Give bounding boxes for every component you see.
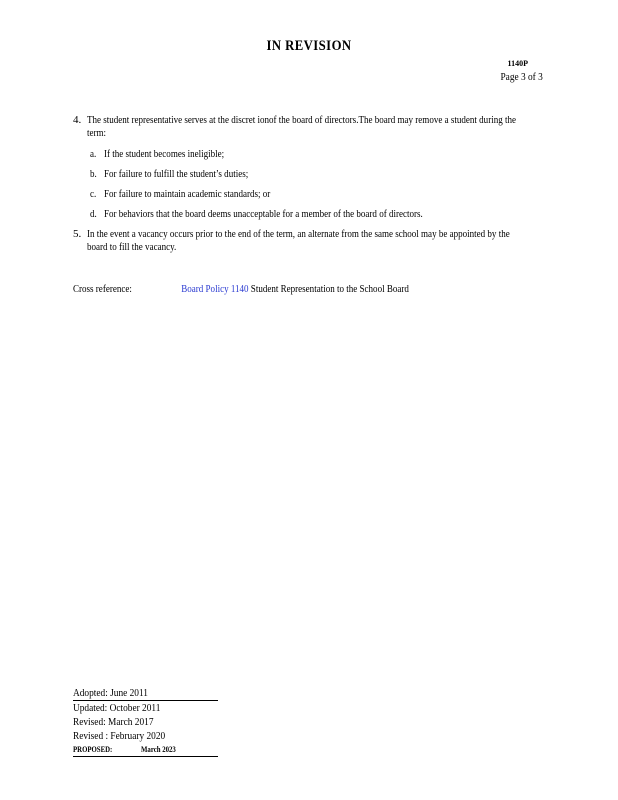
proposed-date: March 2023 bbox=[141, 745, 176, 754]
page-number: Page 3 of 3 bbox=[500, 71, 543, 83]
list-item-number: 4. bbox=[73, 114, 82, 126]
list-item-text: The student representative serves at the discret ionof the board of directors.The board may remove a student during the term: bbox=[86, 114, 517, 139]
sub-item-text: If the student becomes ineligible; bbox=[103, 148, 225, 160]
sub-item-a bbox=[90, 148, 224, 161]
sub-item-letter: b. bbox=[90, 168, 97, 180]
proposed-label: PROPOSED: bbox=[73, 745, 113, 754]
sub-item-text: For failure to maintain academic standards; or bbox=[103, 188, 271, 200]
sub-item-letter: d. bbox=[90, 208, 97, 220]
cross-reference-title: Student Representation to the School Board bbox=[250, 283, 409, 295]
list-item-text: In the event a vacancy occurs prior to the end of the term, an alternate from the same school may be appointed by the board to fill the vacancy. bbox=[86, 228, 510, 253]
revised-date-2: Revised : February 2020 bbox=[73, 730, 166, 742]
revision-history bbox=[73, 686, 218, 757]
policy-code: 1140P bbox=[507, 59, 528, 68]
updated-date: Updated: October 2011 bbox=[73, 702, 161, 714]
revised-date-1: Revised: March 2017 bbox=[73, 716, 154, 728]
sub-item-b bbox=[90, 168, 248, 181]
sub-item-text: For behaviors that the board deems unacceptable for a member of the board of directors. bbox=[103, 208, 423, 220]
proposed-row bbox=[73, 743, 196, 756]
policy-link[interactable]: Board Policy 1140 bbox=[181, 283, 249, 295]
sub-item-letter: a. bbox=[90, 148, 97, 160]
sub-item-letter: c. bbox=[90, 188, 97, 200]
list-item-5 bbox=[73, 228, 518, 254]
list-item-number: 5. bbox=[73, 228, 82, 240]
cross-reference bbox=[73, 283, 409, 295]
sub-item-text: For failure to fulfill the student’s duties; bbox=[103, 168, 249, 180]
sub-item-d bbox=[90, 208, 423, 221]
sub-item-c bbox=[90, 188, 270, 201]
list-item-4 bbox=[73, 114, 518, 140]
page-title: IN REVISION bbox=[266, 38, 352, 54]
adopted-date: Adopted: June 2011 bbox=[73, 687, 148, 699]
cross-reference-label: Cross reference: bbox=[73, 283, 132, 295]
